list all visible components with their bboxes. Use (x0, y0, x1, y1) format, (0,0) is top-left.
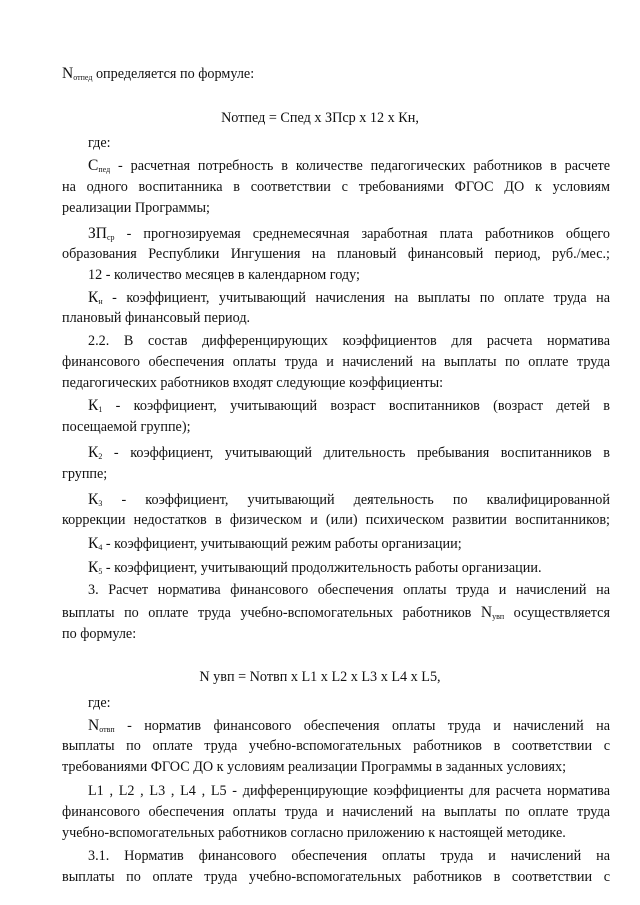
section-2-2-line2: финансового обеспечения оплаты труда и начислений на выплаты по оплате труда (62, 354, 610, 370)
k4-definition: $К_4$ - коэффициент, учитывающий режим работы организации; (88, 535, 462, 552)
months-definition: 12 - количество месяцев в календарном году; (88, 267, 360, 283)
k3-definition-line2: коррекции недостатков в физическом и (или) психическом развитии воспитанников; (62, 512, 610, 528)
c-ped-definition-line3: реализации Программы; (62, 200, 210, 216)
section-3-line1: 3. Расчет норматива финансового обеспечения оплаты труда и начислений на (88, 582, 610, 598)
section-2-2-line3: педагогических работников входят следующие коэффициенты: (62, 375, 444, 391)
line-intro: $N_{отпед}$ определяется по формуле: (62, 65, 255, 82)
l-coefficients-line1: L1 , L2 , L3 , L4 , L5 - дифференцирующие коэффициенты для расчета норматива (88, 783, 610, 799)
kn-definition-line2: плановый финансовый период. (62, 310, 251, 326)
where-label-1: где: (88, 135, 111, 151)
c-ped-definition-line2: на одного воспитанника в соответствии с требованиями ФГОС ДО к условиям (62, 179, 610, 195)
notvp-definition-line3: требованиями ФГОС ДО к условиям реализации Программы в заданных условиях; (62, 759, 567, 775)
section-3-1-line1: 3.1. Норматив финансового обеспечения оплаты труда и начислений на (88, 848, 610, 864)
k3-definition-line1: $К_3$ - коэффициент, учитывающий деятельность по квалифицированной (88, 491, 610, 508)
k1-definition-line1: $К_1$ - коэффициент, учитывающий возраст воспитанников (возраст детей в (88, 397, 610, 414)
section-3-line3: по формуле: (62, 626, 137, 642)
k1-definition-line2: посещаемой группе); (62, 419, 191, 435)
zp-definition-line2: образования Республики Ингушения на плановый финансовый период, руб./мес.; (62, 246, 610, 262)
notvp-definition-line2: выплаты по оплате труда учебно-вспомогательных работников в соответствии с (62, 738, 610, 754)
notvp-definition-line1: $N_{отвп}$ - норматив финансового обеспечения оплаты труда и начислений на (88, 717, 610, 734)
c-ped-definition-line1: $C_{пед}$ - расчетная потребность в количестве педагогических работников в расчете (88, 157, 610, 174)
k2-definition-line1: $К_2$ - коэффициент, учитывающий длительность пребывания воспитанников в (88, 444, 610, 461)
k5-definition: $К_5$ - коэффициент, учитывающий продолжительность работы организации. (88, 559, 542, 576)
section-3-line2: выплаты по оплате труда учебно-вспомогательных работников $N_{увп}$ осуществляется (62, 604, 610, 621)
section-2-2-line1: 2.2. В состав дифференцирующих коэффициентов для расчета норматива (88, 333, 610, 349)
l-coefficients-line2: финансового обеспечения оплаты труда и начислений на выплаты по оплате труда (62, 804, 610, 820)
formula-nopted: Nотпед = Cпед х ЗПср х 12 х Кн, (221, 110, 419, 126)
k2-definition-line2: группе; (62, 466, 108, 482)
section-3-1-line2: выплаты по оплате труда учебно-вспомогательных работников в соответствии с (62, 869, 610, 885)
l-coefficients-line3: учебно-вспомогательных работников согласно приложению к настоящей методике. (62, 825, 566, 841)
where-label-2: где: (88, 695, 111, 711)
kn-definition-line1: $К_н$ - коэффициент, учитывающий начисления на выплаты по оплате труда на (88, 289, 610, 306)
zp-definition-line1: $ЗП_{ср}$ - прогнозируемая среднемесячная заработная плата работников общего (88, 225, 610, 242)
formula-nuvp: N увп = Nотвп х L1 х L2 х L3 х L4 х L5, (199, 669, 441, 685)
